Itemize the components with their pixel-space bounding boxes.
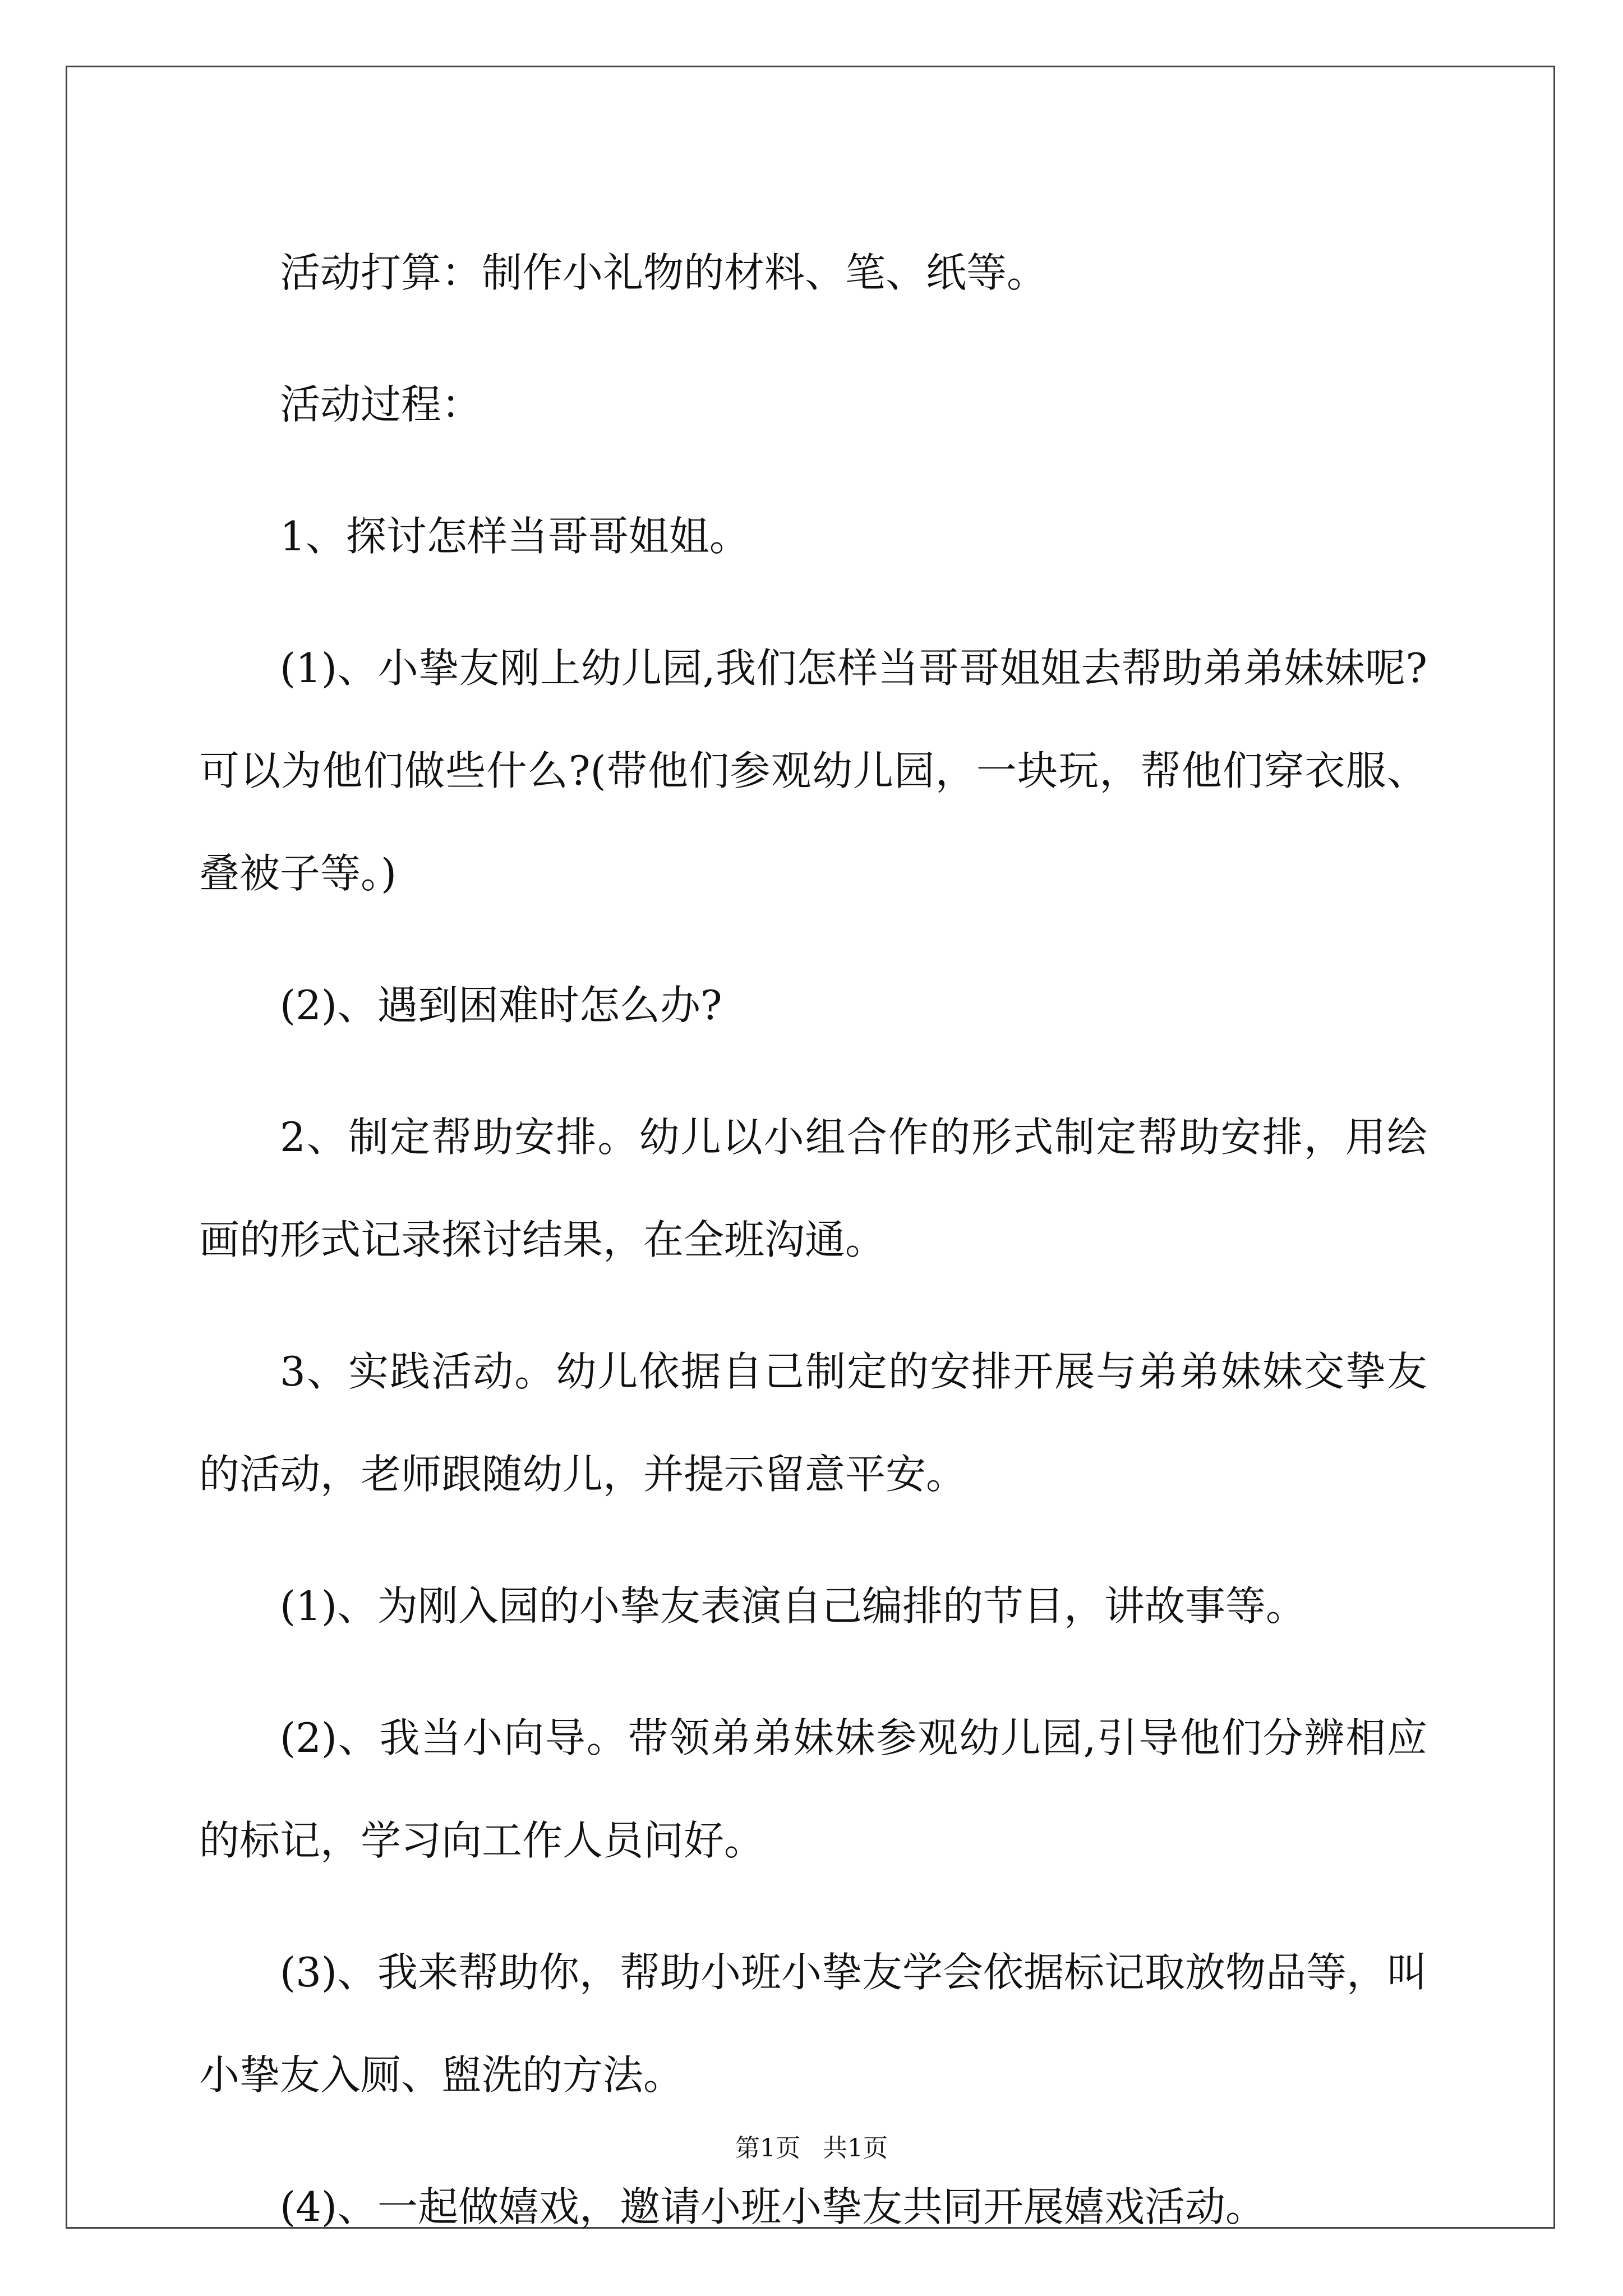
paragraph-step-3-3: (3)、我来帮助你，帮助小班小挚友学会依据标记取放物品等，叫小挚友入厕、盥洗的方法。 (199, 1949, 1427, 2099)
paragraph-step-3-4: (4)、一起做嬉戏，邀请小班小挚友共同开展嬉戏活动。 (280, 2183, 1266, 2230)
paragraph-step-3: 3、实践活动。幼儿依据自己制定的安排开展与弟弟妹妹交挚友的活动，老师跟随幼儿，并提示留意平安。 (199, 1348, 1427, 1498)
page-number-current: 第1页 (735, 2134, 800, 2162)
paragraph-step-1-2: (2)、遇到困难时怎么办? (280, 982, 722, 1029)
page-number-total: 共1页 (823, 2134, 888, 2162)
paragraph-process-heading: 活动过程： (280, 381, 482, 428)
paragraph-step-1: 1、探讨怎样当哥哥姐姐。 (280, 513, 750, 560)
document-body (199, 222, 1427, 2258)
paragraph-step-3-1: (1)、为刚入园的小挚友表演自己编排的节目，讲故事等。 (280, 1582, 1306, 1630)
paragraph-step-2: 2、制定帮助安排。幼儿以小组合作的形式制定帮助安排，用绘画的形式记录探讨结果，在全班沟通。 (199, 1114, 1427, 1263)
paragraph-step-3-2: (2)、我当小向导。带领弟弟妹妹参观幼儿园,引导他们分辨相应的标记，学习向工作人员问好。 (199, 1714, 1427, 1864)
paragraph-step-1-1: (1)、小挚友刚上幼儿园,我们怎样当哥哥姐姐去帮助弟弟妹妹呢?可以为他们做些什么?(带他们参观幼儿园，一块玩，帮他们穿衣服、叠被子等。) (199, 645, 1427, 897)
paragraph-preparation: 活动打算：制作小礼物的材料、笔、纸等。 (280, 249, 1048, 296)
page-footer (0, 2128, 1623, 2164)
